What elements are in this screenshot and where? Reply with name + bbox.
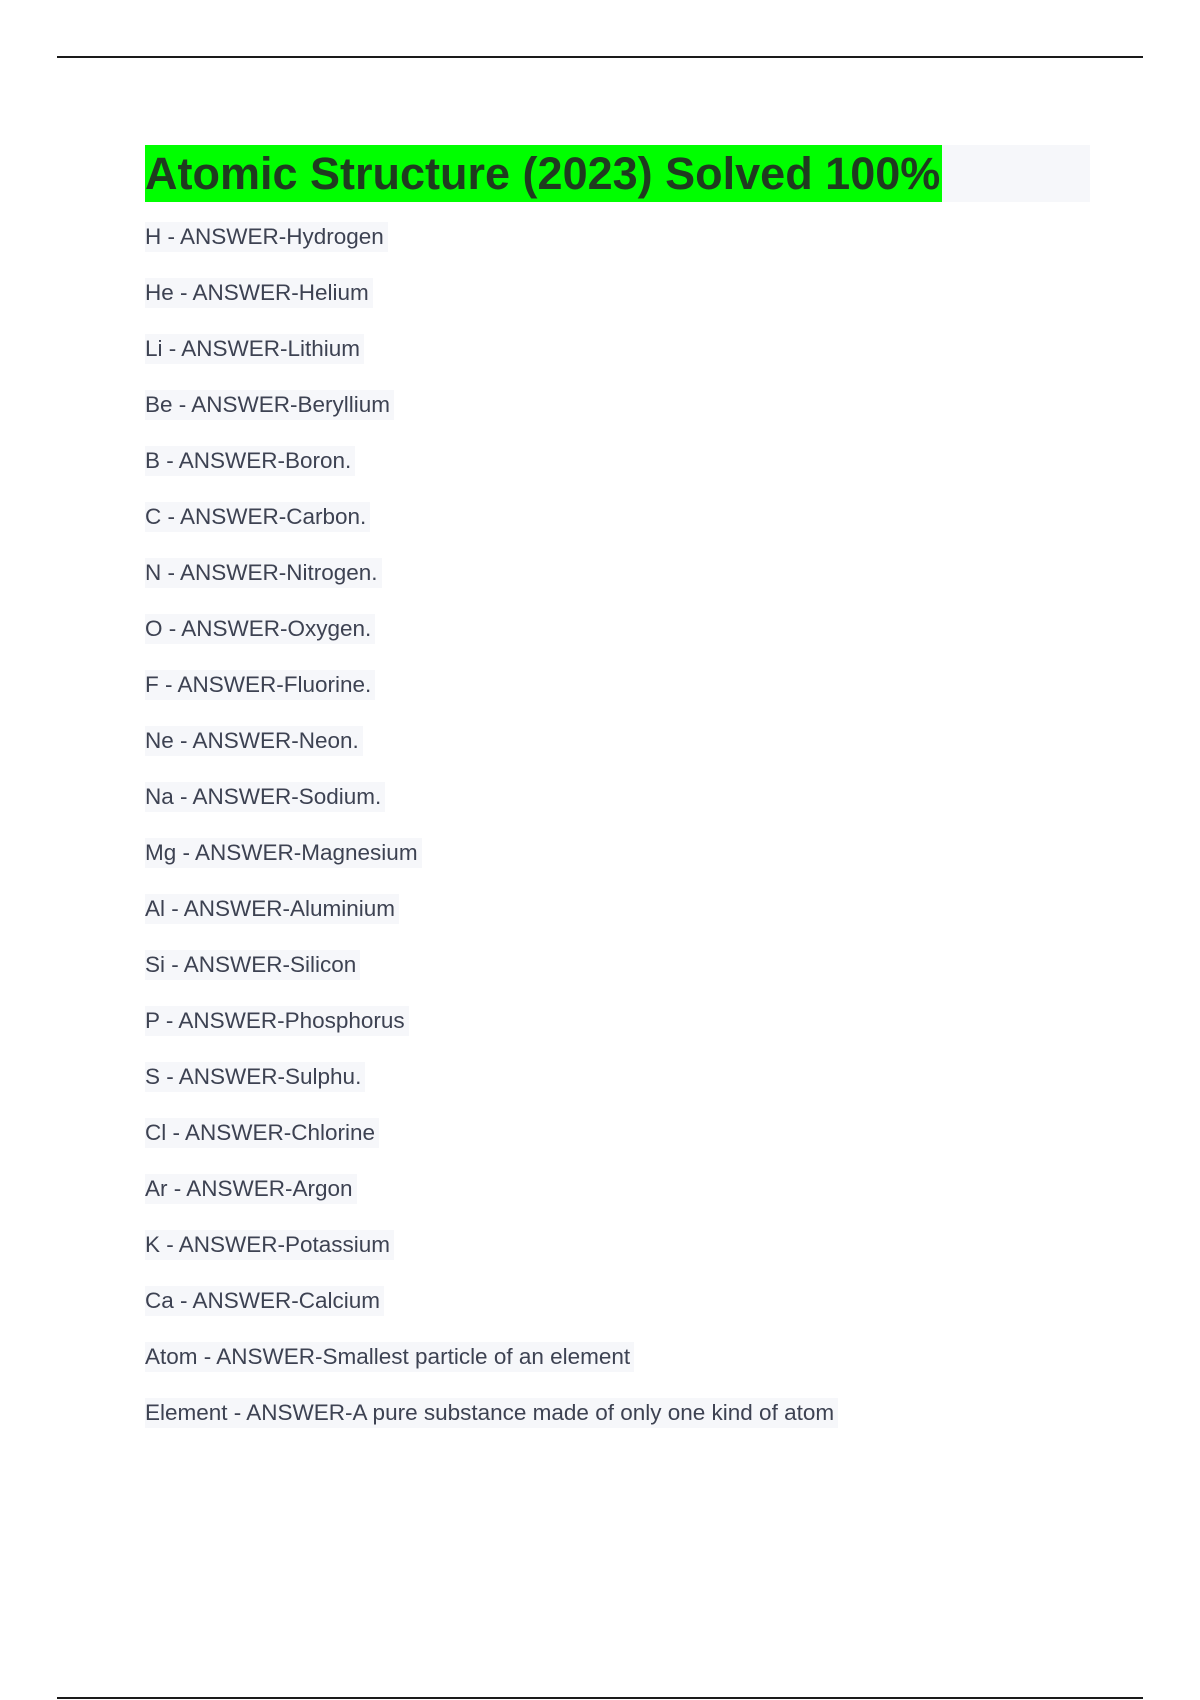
footer-rule [57,1697,1143,1699]
list-item-text: Na - ANSWER-Sodium. [145,782,385,812]
list-item [145,782,1090,838]
list-item-text: Be - ANSWER-Beryllium [145,390,394,420]
list-item-text: C - ANSWER-Carbon. [145,502,370,532]
list-item [145,558,1090,614]
list-item-text: Cl - ANSWER-Chlorine [145,1118,379,1148]
list-item [145,1342,1090,1398]
list-item [145,1118,1090,1174]
list-item-text: Atom - ANSWER-Smallest particle of an element [145,1342,634,1372]
list-item [145,1398,1090,1454]
list-item [145,1062,1090,1118]
list-item [145,670,1090,726]
title-block [145,145,1090,202]
list-item-text: Al - ANSWER-Aluminium [145,894,399,924]
list-item [145,390,1090,446]
list-item [145,726,1090,782]
list-item [145,614,1090,670]
list-item-text: Li - ANSWER-Lithium [145,334,364,364]
list-item-text: He - ANSWER-Helium [145,278,373,308]
list-item [145,222,1090,278]
list-item [145,1230,1090,1286]
list-item-text: Ne - ANSWER-Neon. [145,726,363,756]
list-item-text: F - ANSWER-Fluorine. [145,670,375,700]
list-item [145,334,1090,390]
list-item [145,1006,1090,1062]
document-title: Atomic Structure (2023) Solved 100% [145,145,942,202]
list-item-text: Element - ANSWER-A pure substance made of only one kind of atom [145,1398,838,1428]
answer-list [145,222,1090,1454]
list-item-text: Ar - ANSWER-Argon [145,1174,357,1204]
list-item-text: O - ANSWER-Oxygen. [145,614,375,644]
list-item-text: B - ANSWER-Boron. [145,446,355,476]
list-item [145,502,1090,558]
list-item [145,1174,1090,1230]
header-rule [57,56,1143,58]
list-item-text: P - ANSWER-Phosphorus [145,1006,409,1036]
list-item-text: Ca - ANSWER-Calcium [145,1286,384,1316]
list-item [145,894,1090,950]
list-item-text: Mg - ANSWER-Magnesium [145,838,422,868]
list-item-text: Si - ANSWER-Silicon [145,950,360,980]
list-item [145,950,1090,1006]
list-item-text: N - ANSWER-Nitrogen. [145,558,382,588]
list-item [145,838,1090,894]
list-item-text: S - ANSWER-Sulphu. [145,1062,365,1092]
list-item [145,446,1090,502]
document-body [145,145,1090,1454]
list-item-text: K - ANSWER-Potassium [145,1230,394,1260]
list-item-text: H - ANSWER-Hydrogen [145,222,388,252]
list-item [145,278,1090,334]
list-item [145,1286,1090,1342]
